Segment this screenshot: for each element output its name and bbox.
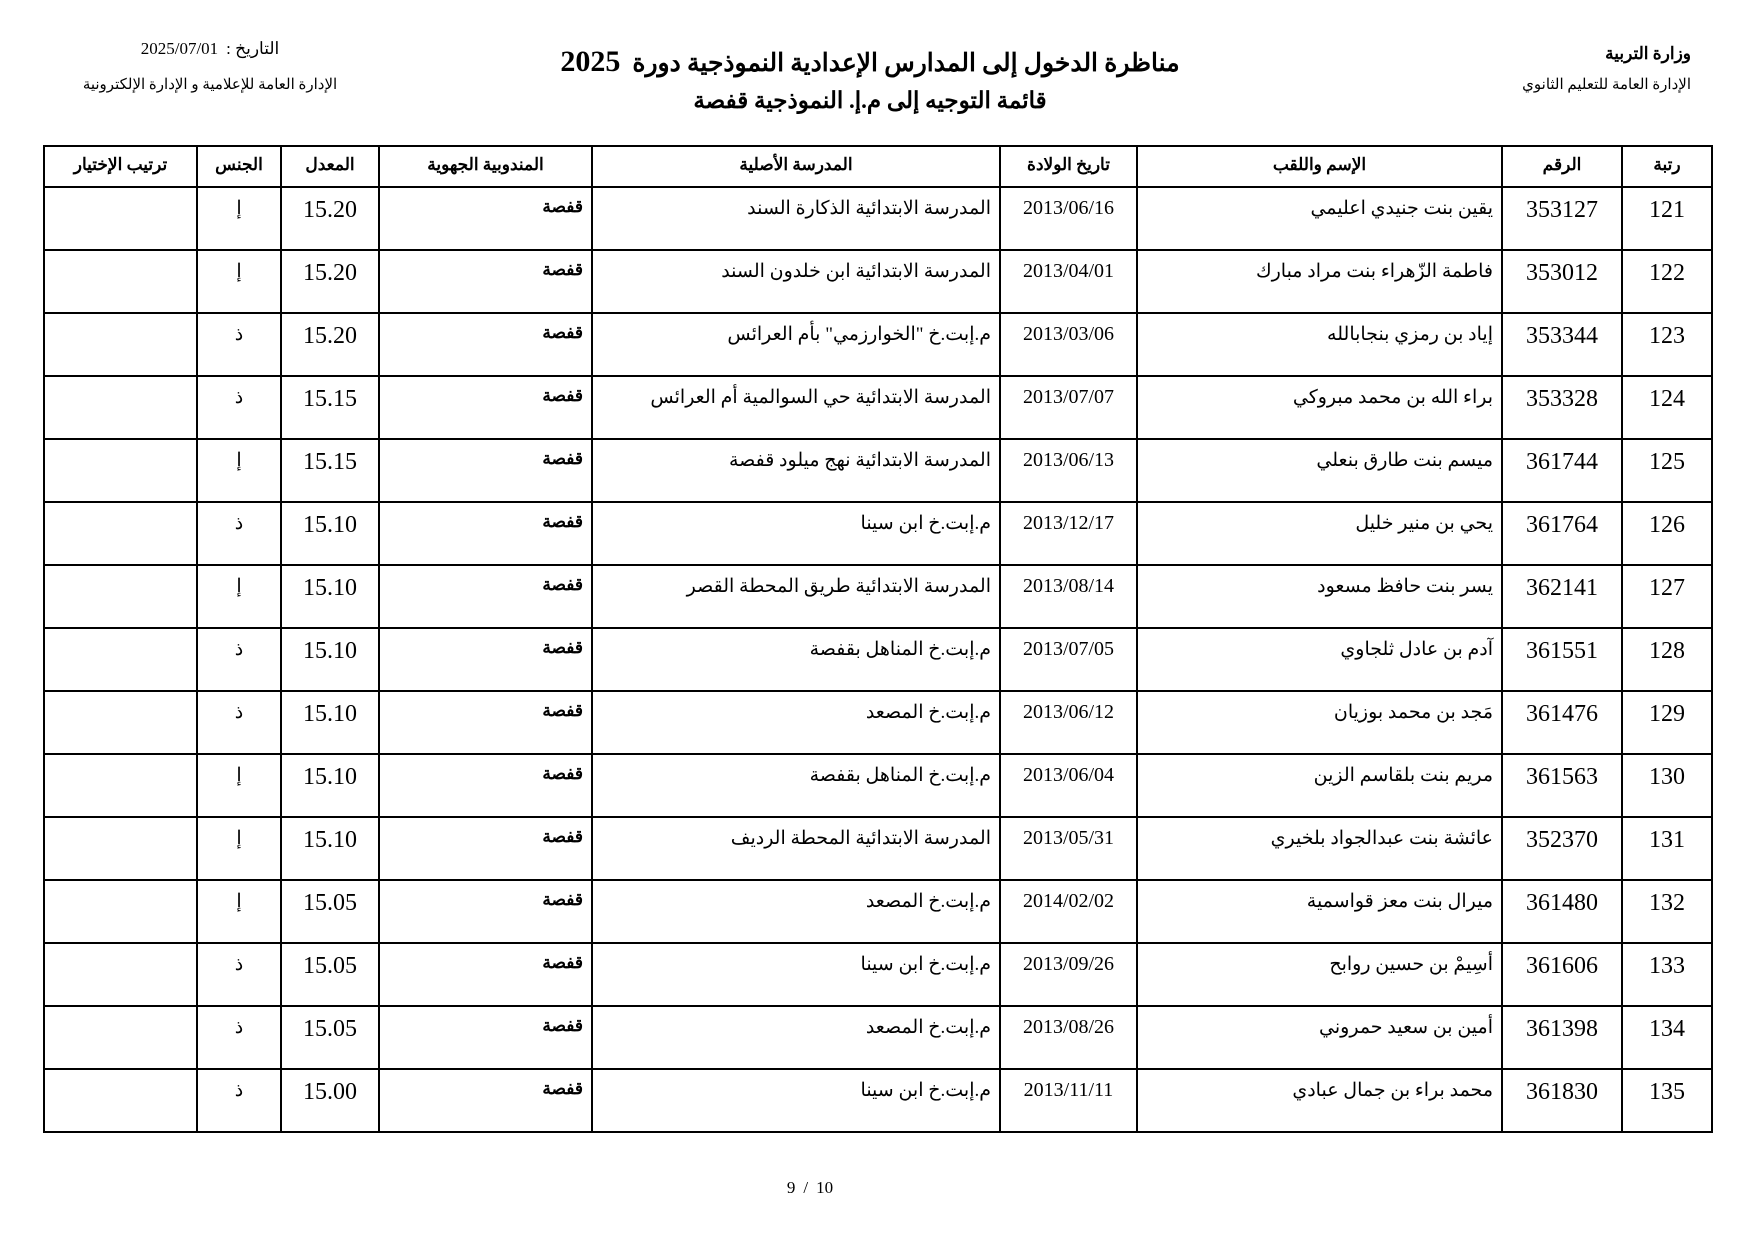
cell-dob: 2013/07/07 <box>1000 376 1137 439</box>
cell-school: المدرسة الابتدائية طريق المحطة القصر <box>592 565 1000 628</box>
cell-region: قفصة <box>379 313 592 376</box>
cell-rank: 122 <box>1622 250 1712 313</box>
column-header-gender: الجنس <box>197 146 281 187</box>
cell-average: 15.10 <box>281 754 379 817</box>
table-row <box>44 187 1712 250</box>
cell-gender: ذ <box>197 313 281 376</box>
cell-name: يقين بنت جنيدي اعليمي <box>1137 187 1502 250</box>
cell-number: 361606 <box>1502 943 1622 1006</box>
page-separator: / <box>803 1178 809 1197</box>
ministry-name: وزارة التربية <box>1605 44 1691 63</box>
column-header-average: المعدل <box>281 146 379 187</box>
cell-school: المدرسة الابتدائية المحطة الرديف <box>592 817 1000 880</box>
cell-choice <box>44 1006 197 1069</box>
cell-choice <box>44 565 197 628</box>
cell-name: يحي بن منير خليل <box>1137 502 1502 565</box>
cell-rank: 124 <box>1622 376 1712 439</box>
cell-gender: ذ <box>197 1069 281 1132</box>
cell-number: 353012 <box>1502 250 1622 313</box>
cell-school: م.إبت.خ ابن سينا <box>592 502 1000 565</box>
table-row <box>44 817 1712 880</box>
cell-region: قفصة <box>379 880 592 943</box>
cell-number: 361830 <box>1502 1069 1622 1132</box>
cell-average: 15.15 <box>281 376 379 439</box>
cell-rank: 131 <box>1622 817 1712 880</box>
column-header-name: الإسم واللقب <box>1137 146 1502 187</box>
table-row <box>44 1069 1712 1132</box>
document-title-text: مناظرة الدخول إلى المدارس الإعدادية النموذجية دورة <box>632 50 1180 77</box>
cell-school: المدرسة الابتدائية نهج ميلود قفصة <box>592 439 1000 502</box>
cell-number: 353127 <box>1502 187 1622 250</box>
document-subtitle: قائمة التوجيه إلى م.إ. النموذجية قفصة <box>693 88 1047 113</box>
column-header-school: المدرسة الأصلية <box>592 146 1000 187</box>
cell-choice <box>44 187 197 250</box>
cell-average: 15.15 <box>281 439 379 502</box>
page-number <box>740 1178 880 1198</box>
cell-region: قفصة <box>379 187 592 250</box>
cell-name: محمد براء بن جمال عبادي <box>1137 1069 1502 1132</box>
cell-school: م.إبت.خ "الخوارزمي" بأم العرائس <box>592 313 1000 376</box>
document-title <box>560 46 1180 80</box>
cell-gender: ذ <box>197 376 281 439</box>
cell-choice <box>44 502 197 565</box>
cell-gender: إ <box>197 439 281 502</box>
cell-dob: 2013/03/06 <box>1000 313 1137 376</box>
cell-dob: 2014/02/02 <box>1000 880 1137 943</box>
cell-number: 352370 <box>1502 817 1622 880</box>
cell-average: 15.05 <box>281 880 379 943</box>
cell-average: 15.10 <box>281 691 379 754</box>
cell-choice <box>44 817 197 880</box>
cell-number: 361398 <box>1502 1006 1622 1069</box>
cell-choice <box>44 691 197 754</box>
cell-number: 353344 <box>1502 313 1622 376</box>
cell-dob: 2013/08/26 <box>1000 1006 1137 1069</box>
cell-school: م.إبت.خ ابن سينا <box>592 943 1000 1006</box>
cell-name: أسِيمْ بن حسين روابح <box>1137 943 1502 1006</box>
cell-number: 361476 <box>1502 691 1622 754</box>
cell-dob: 2013/09/26 <box>1000 943 1137 1006</box>
cell-average: 15.20 <box>281 187 379 250</box>
cell-dob: 2013/06/12 <box>1000 691 1137 754</box>
cell-dob: 2013/12/17 <box>1000 502 1137 565</box>
cell-number: 361551 <box>1502 628 1622 691</box>
table-row <box>44 754 1712 817</box>
cell-name: ميسم بنت طارق بنعلي <box>1137 439 1502 502</box>
cell-average: 15.05 <box>281 1006 379 1069</box>
cell-rank: 135 <box>1622 1069 1712 1132</box>
cell-dob: 2013/06/04 <box>1000 754 1137 817</box>
cell-region: قفصة <box>379 565 592 628</box>
date-label: التاريخ : <box>226 39 280 58</box>
cell-choice <box>44 250 197 313</box>
cell-average: 15.10 <box>281 565 379 628</box>
cell-average: 15.05 <box>281 943 379 1006</box>
column-header-region: المندوبية الجهوية <box>379 146 592 187</box>
cell-choice <box>44 439 197 502</box>
cell-rank: 133 <box>1622 943 1712 1006</box>
cell-gender: إ <box>197 754 281 817</box>
cell-school: المدرسة الابتدائية الذكارة السند <box>592 187 1000 250</box>
cell-choice <box>44 376 197 439</box>
cell-school: م.إبت.خ المناهل بقفصة <box>592 628 1000 691</box>
cell-gender: إ <box>197 187 281 250</box>
cell-dob: 2013/05/31 <box>1000 817 1137 880</box>
cell-average: 15.10 <box>281 628 379 691</box>
cell-name: ميرال بنت معز قواسمية <box>1137 880 1502 943</box>
cell-rank: 121 <box>1622 187 1712 250</box>
cell-region: قفصة <box>379 376 592 439</box>
column-header-rank: رتبة <box>1622 146 1712 187</box>
cell-choice <box>44 754 197 817</box>
cell-dob: 2013/06/13 <box>1000 439 1137 502</box>
cell-gender: إ <box>197 880 281 943</box>
cell-school: المدرسة الابتدائية ابن خلدون السند <box>592 250 1000 313</box>
cell-gender: ذ <box>197 502 281 565</box>
cell-school: المدرسة الابتدائية حي السوالمية أم العرائس <box>592 376 1000 439</box>
document-date <box>60 38 360 60</box>
cell-name: براء الله بن محمد مبروكي <box>1137 376 1502 439</box>
cell-region: قفصة <box>379 1006 592 1069</box>
cell-average: 15.00 <box>281 1069 379 1132</box>
cell-rank: 134 <box>1622 1006 1712 1069</box>
cell-choice <box>44 313 197 376</box>
cell-rank: 123 <box>1622 313 1712 376</box>
cell-rank: 132 <box>1622 880 1712 943</box>
table-row <box>44 250 1712 313</box>
date-value: 2025/07/01 <box>140 39 219 58</box>
cell-region: قفصة <box>379 817 592 880</box>
table-row <box>44 880 1712 943</box>
table-row <box>44 502 1712 565</box>
table-row <box>44 565 1712 628</box>
cell-gender: إ <box>197 817 281 880</box>
cell-rank: 127 <box>1622 565 1712 628</box>
column-header-choice: ترتيب الإختيار <box>44 146 197 187</box>
cell-name: مريم بنت بلقاسم الزين <box>1137 754 1502 817</box>
cell-rank: 125 <box>1622 439 1712 502</box>
cell-dob: 2013/04/01 <box>1000 250 1137 313</box>
cell-choice <box>44 880 197 943</box>
cell-number: 361764 <box>1502 502 1622 565</box>
column-header-dob: تاريخ الولادة <box>1000 146 1137 187</box>
cell-name: آدم بن عادل ثلجاوي <box>1137 628 1502 691</box>
cell-rank: 129 <box>1622 691 1712 754</box>
cell-number: 361744 <box>1502 439 1622 502</box>
cell-school: م.إبت.خ المصعد <box>592 880 1000 943</box>
cell-region: قفصة <box>379 754 592 817</box>
cell-number: 362141 <box>1502 565 1622 628</box>
cell-name: يسر بنت حافظ مسعود <box>1137 565 1502 628</box>
cell-dob: 2013/08/14 <box>1000 565 1137 628</box>
cell-name: عائشة بنت عبدالجواد بلخيري <box>1137 817 1502 880</box>
table-row <box>44 439 1712 502</box>
cell-dob: 2013/07/05 <box>1000 628 1137 691</box>
cell-region: قفصة <box>379 691 592 754</box>
table-header-row <box>44 146 1712 187</box>
cell-region: قفصة <box>379 628 592 691</box>
cell-number: 361480 <box>1502 880 1622 943</box>
cell-choice <box>44 628 197 691</box>
cell-school: م.إبت.خ المصعد <box>592 691 1000 754</box>
table-row <box>44 943 1712 1006</box>
cell-choice <box>44 943 197 1006</box>
page-current: 10 <box>816 1178 834 1197</box>
cell-region: قفصة <box>379 1069 592 1132</box>
table-row <box>44 628 1712 691</box>
table-row <box>44 376 1712 439</box>
cell-rank: 126 <box>1622 502 1712 565</box>
ministry-department: الإدارة العامة للتعليم الثانوي <box>1522 77 1691 93</box>
it-department: الإدارة العامة للإعلامية و الإدارة الإلكترونية <box>82 77 338 93</box>
cell-rank: 130 <box>1622 754 1712 817</box>
cell-gender: إ <box>197 250 281 313</box>
cell-dob: 2013/06/16 <box>1000 187 1137 250</box>
cell-gender: ذ <box>197 691 281 754</box>
cell-name: فاطمة الزّهراء بنت مراد مبارك <box>1137 250 1502 313</box>
table-row <box>44 691 1712 754</box>
cell-average: 15.10 <box>281 817 379 880</box>
cell-average: 15.20 <box>281 250 379 313</box>
cell-average: 15.10 <box>281 502 379 565</box>
cell-region: قفصة <box>379 502 592 565</box>
cell-number: 361563 <box>1502 754 1622 817</box>
cell-region: قفصة <box>379 943 592 1006</box>
table-row <box>44 1006 1712 1069</box>
cell-school: م.إبت.خ المناهل بقفصة <box>592 754 1000 817</box>
page-total: 9 <box>786 1178 796 1197</box>
cell-gender: ذ <box>197 628 281 691</box>
cell-name: أمين بن سعيد حمروني <box>1137 1006 1502 1069</box>
cell-rank: 128 <box>1622 628 1712 691</box>
cell-dob: 2013/11/11 <box>1000 1069 1137 1132</box>
cell-name: مَجد بن محمد بوزيان <box>1137 691 1502 754</box>
cell-gender: ذ <box>197 1006 281 1069</box>
results-table <box>43 145 1713 1133</box>
cell-region: قفصة <box>379 250 592 313</box>
cell-choice <box>44 1069 197 1132</box>
column-header-number: الرقم <box>1502 146 1622 187</box>
cell-name: إياد بن رمزي بنجابالله <box>1137 313 1502 376</box>
table-row <box>44 313 1712 376</box>
session-year: 2025 <box>560 45 621 78</box>
cell-region: قفصة <box>379 439 592 502</box>
cell-school: م.إبت.خ المصعد <box>592 1006 1000 1069</box>
cell-average: 15.20 <box>281 313 379 376</box>
cell-gender: إ <box>197 565 281 628</box>
cell-school: م.إبت.خ ابن سينا <box>592 1069 1000 1132</box>
cell-number: 353328 <box>1502 376 1622 439</box>
cell-gender: ذ <box>197 943 281 1006</box>
